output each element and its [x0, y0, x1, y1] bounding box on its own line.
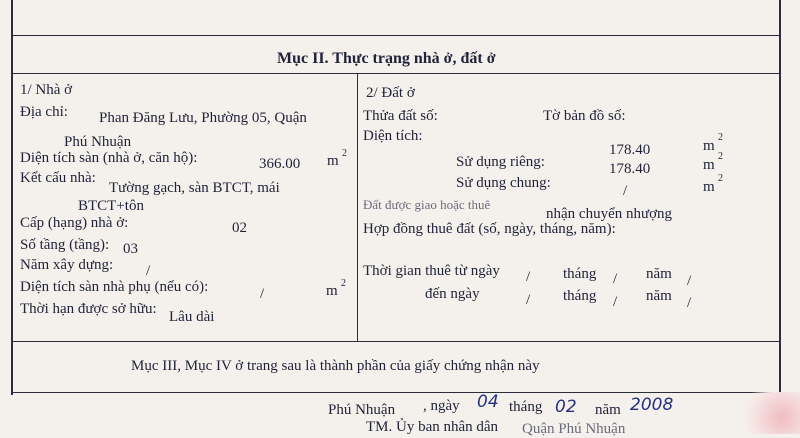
- floors-label: Số tầng (tầng):: [20, 237, 110, 253]
- date-day-label: , ngày: [423, 398, 460, 414]
- floors-value: 03: [123, 241, 138, 257]
- aux-area-unit: m: [326, 283, 338, 299]
- shared-use-value: /: [623, 183, 628, 199]
- date-year-value: 2008: [630, 395, 674, 415]
- private-use-value: 178.40: [609, 161, 651, 177]
- private-use-unit-sup: 2: [718, 151, 723, 162]
- grade-value: 02: [232, 220, 247, 236]
- lease-to-year-slash: /: [687, 295, 692, 311]
- date-month-value: 02: [555, 397, 577, 417]
- address-label: Địa chỉ:: [20, 104, 68, 120]
- private-use-label: Sử dụng riêng:: [456, 154, 545, 170]
- ownership-term-label: Thời hạn được sở hữu:: [20, 301, 157, 317]
- section-title: Mục II. Thực trạng nhà ở, đất ở: [277, 50, 496, 67]
- footer-rule: [11, 392, 781, 393]
- footer-note: Mục III, Mục IV ở trang sau là thành phần của giấy chứng nhận này: [131, 358, 540, 374]
- floor-area-unit: m: [327, 153, 339, 169]
- map-sheet-label: Tờ bản đồ số:: [543, 108, 626, 124]
- year-built-label: Năm xây dựng:: [20, 257, 114, 273]
- committee-line-a: TM. Ủy ban nhân dân: [366, 419, 499, 435]
- ownership-term-value: Lâu dài: [169, 309, 215, 325]
- land-origin-label-a: Đất được giao hoặc thuê: [363, 197, 491, 212]
- land-area-label: Diện tích:: [363, 128, 423, 144]
- top-rule: [11, 35, 781, 36]
- column-divider: [357, 73, 358, 341]
- lease-to-month-slash: /: [613, 294, 618, 310]
- stamp-ink-mark: [740, 392, 800, 434]
- frame-left-border: [11, 0, 13, 395]
- structure-label: Kết cấu nhà:: [20, 170, 96, 186]
- title-rule: [11, 73, 781, 74]
- floor-area-value: 366.00: [259, 156, 301, 172]
- lease-from-label: Thời gian thuê từ ngày: [363, 263, 500, 279]
- aux-area-value: /: [260, 286, 265, 302]
- floor-area-unit-sup: 2: [342, 148, 347, 159]
- date-month-label: tháng: [509, 399, 543, 415]
- lease-from-month-slash: /: [613, 271, 618, 287]
- shared-use-unit-sup: 2: [718, 173, 723, 184]
- lease-to-year-label: năm: [646, 288, 672, 304]
- date-year-label: năm: [595, 402, 621, 418]
- table-bottom-rule: [11, 341, 781, 342]
- floor-area-label: Diện tích sàn (nhà ở, căn hộ):: [20, 150, 198, 166]
- lease-from-day-slash: /: [526, 269, 531, 285]
- date-day-value: 04: [477, 392, 499, 412]
- structure-line2: BTCT+tôn: [78, 198, 144, 214]
- shared-use-unit: m: [703, 179, 715, 195]
- lease-from-year-slash: /: [687, 273, 692, 289]
- lease-to-month-label: tháng: [563, 288, 597, 304]
- house-heading: 1/ Nhà ở: [20, 82, 73, 98]
- private-use-unit: m: [703, 157, 715, 173]
- signature-place: Phú Nhuận: [328, 402, 396, 418]
- aux-area-label: Diện tích sàn nhà phụ (nếu có):: [20, 279, 209, 295]
- address-line2: Phú Nhuận: [64, 134, 132, 150]
- year-built-value: /: [146, 263, 151, 279]
- aux-area-unit-sup: 2: [341, 278, 346, 289]
- structure-line1: Tường gạch, sàn BTCT, mái: [109, 180, 280, 196]
- grade-label: Cấp (hạng) nhà ở:: [20, 215, 129, 231]
- shared-use-label: Sử dụng chung:: [456, 175, 551, 191]
- land-area-unit-sup: 2: [718, 132, 723, 143]
- land-origin-label-b: nhận chuyển nhượng: [546, 206, 673, 222]
- lease-to-day-slash: /: [526, 292, 531, 308]
- land-area-value: 178.40: [609, 142, 651, 158]
- land-heading: 2/ Đất ở: [366, 85, 415, 101]
- lease-from-year-label: năm: [646, 266, 672, 282]
- frame-right-border: [779, 0, 781, 395]
- lease-contract-label: Hợp đồng thuê đất (số, ngày, tháng, năm):: [363, 221, 616, 237]
- lease-from-month-label: tháng: [563, 266, 597, 282]
- address-line1: Phan Đăng Lưu, Phường 05, Quận: [99, 110, 307, 126]
- land-area-unit: m: [703, 138, 715, 154]
- lease-to-label: đến ngày: [425, 286, 480, 302]
- committee-line-b: Quận Phú Nhuận: [522, 421, 626, 437]
- parcel-label: Thửa đất số:: [363, 108, 438, 124]
